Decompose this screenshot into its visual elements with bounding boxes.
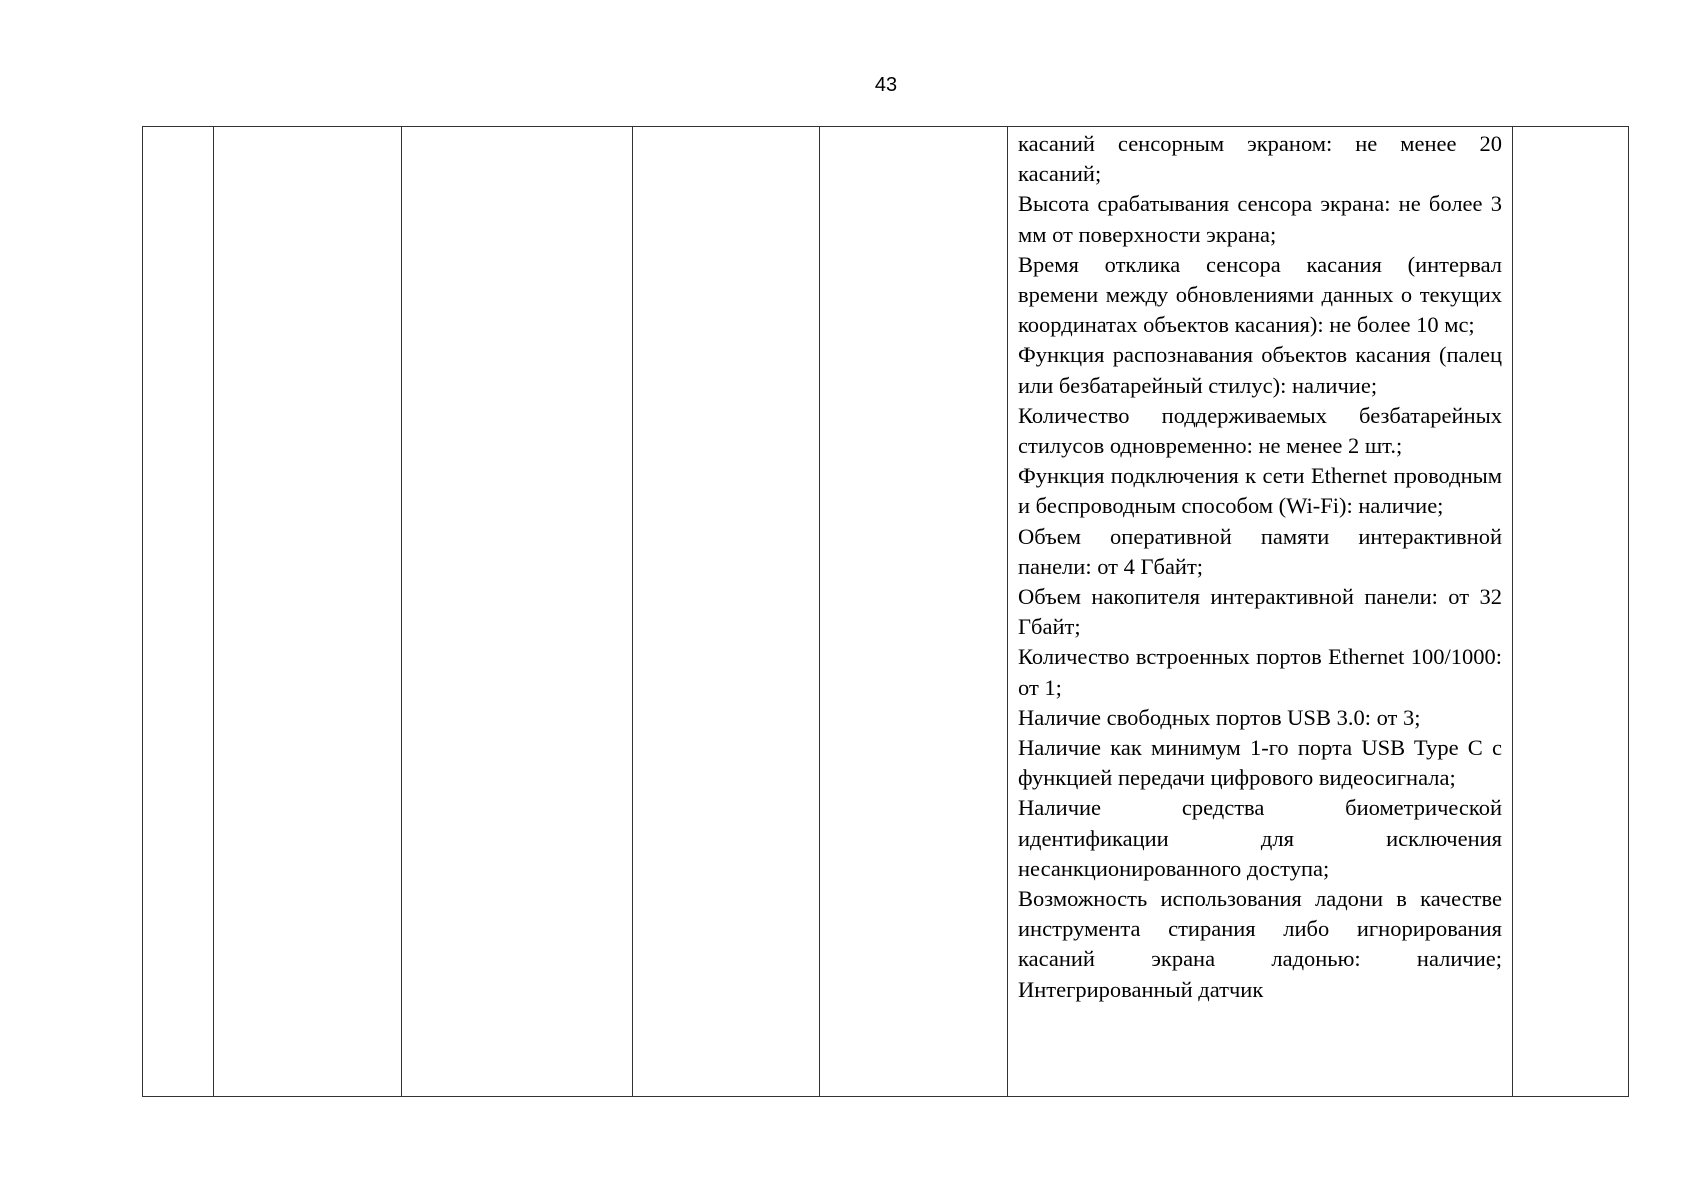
- spec-line: Время отклика сенсора касания (интервал времени между обновлениями данных о текущих координатах объектов касания): не более 10 мс;: [1018, 251, 1502, 338]
- table-cell-col1: [143, 127, 214, 1097]
- spec-table: [142, 126, 1629, 1097]
- spec-line: касаний сенсорным экраном: не менее 20 касаний;: [1018, 131, 1502, 187]
- table-row: [143, 127, 1629, 1097]
- table-cell-specifications: [1008, 127, 1513, 1097]
- spec-line: Объем накопителя интерактивной панели: от 32 Гбайт;: [1018, 584, 1502, 640]
- table-cell-col5: [820, 127, 1008, 1097]
- table-cell-col7: [1513, 127, 1629, 1097]
- spec-line: Наличие как минимум 1-го порта USB Type C с функцией передачи цифрового видеосигнала;: [1018, 735, 1502, 791]
- table-cell-col2: [214, 127, 402, 1097]
- spec-line: Наличие средства биометрической идентификации для исключения несанкционированного доступа;: [1018, 795, 1502, 881]
- spec-line: Количество встроенных портов Ethernet 100/1000: от 1;: [1018, 644, 1502, 700]
- spec-line: Функция распознавания объектов касания (палец или безбатарейный стилус): наличие;: [1018, 342, 1502, 398]
- page-number: 43: [874, 74, 898, 96]
- table-cell-col3: [402, 127, 633, 1097]
- table-cell-col4: [633, 127, 820, 1097]
- spec-line: Объем оперативной памяти интерактивной панели: от 4 Гбайт;: [1018, 523, 1502, 579]
- spec-line: Наличие свободных портов USB 3.0: от 3;: [1018, 704, 1421, 730]
- spec-line: Функция подключения к сети Ethernet проводным и беспроводным способом (Wi-Fi): наличие;: [1018, 463, 1502, 519]
- spec-line: Количество поддерживаемых безбатарейных стилусов одновременно: не менее 2 шт.;: [1018, 402, 1502, 459]
- spec-line: Возможность использования ладони в качестве инструмента стирания либо игнорирования касаний экрана ладонью: наличие; Интегрированный датчик: [1018, 886, 1502, 1002]
- spec-line: Высота срабатывания сенсора экрана: не более 3 мм от поверхности экрана;: [1018, 191, 1502, 247]
